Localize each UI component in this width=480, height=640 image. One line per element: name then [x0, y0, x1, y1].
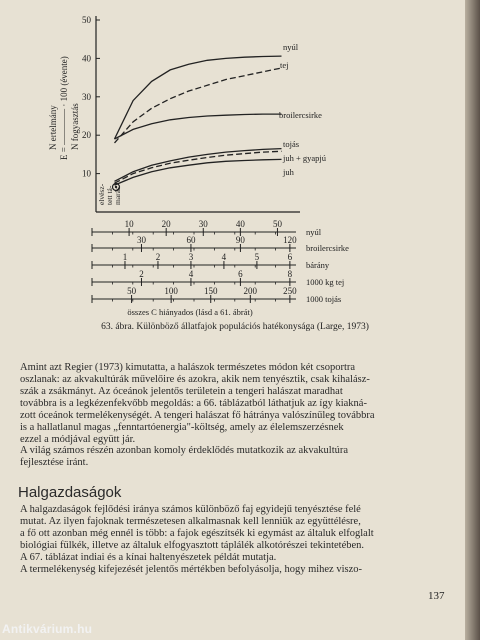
scale-tick-label: 90 — [235, 235, 245, 245]
paragraph3-line: mutat. Az ilyen fajoknak természetesen alkalmasnak kell lenniük az együttélésre, — [20, 516, 361, 527]
scale-tick-label: 8 — [287, 269, 293, 279]
inset-label: elvész-tett tá-marás — [97, 183, 122, 205]
paragraph1-line: Amint azt Regier (1973) kimutatta, a halászok természetes módon két csoportra — [20, 362, 356, 373]
paragraph1-line: továbbra is a legkézenfekvőbb megoldás: a 66. táblázatból láthatjuk az így kiakná- — [20, 398, 367, 409]
section-heading: Halgazdaságok — [18, 484, 122, 501]
chart-series — [113, 42, 327, 191]
scale-tick-label: 4 — [188, 269, 194, 279]
page-number: 137 — [428, 590, 445, 602]
watermark-logo: Antikvárium.hu — [2, 622, 93, 636]
scale-tick-label: 250 — [283, 286, 297, 296]
paragraph3-line: A 67. táblázat indiai és a kínai haltenyészetek példát mutatja. — [20, 552, 277, 563]
series-label: nyúl — [283, 42, 299, 52]
scale-tick-label: 6 — [287, 252, 293, 262]
scale-tick-label: 20 — [161, 219, 171, 229]
paragraph1-line: zott óceánok termelékenységét. A tengeri halászat fő hátránya valószínűleg továbbra — [20, 410, 375, 421]
scale-tick-label: 30 — [198, 219, 208, 229]
series-label: broilercsirke — [279, 110, 322, 120]
series-label: juh — [283, 167, 294, 177]
series-line-tej — [115, 68, 282, 143]
scale-tick-label: 6 — [238, 269, 243, 279]
paragraph-regier — [20, 362, 452, 446]
paragraph2-line: A világ számos részén azonban komoly érdeklődés mutatkozik az akvakultúra — [20, 445, 349, 456]
scale-tick-label: 40 — [235, 219, 245, 229]
scale-tick-label: 200 — [243, 286, 258, 296]
series-label: tej — [280, 60, 289, 70]
series-label: tojás — [283, 139, 300, 149]
paragraph-aquaculture-interest — [20, 445, 452, 469]
scale-tick-label: 50 — [127, 286, 137, 296]
paragraph-fish-farms — [20, 504, 452, 576]
scale-tick-label: 3 — [188, 252, 194, 262]
paragraph1-line: ezzel a módjával együtt jár. — [20, 434, 136, 445]
y-tick-label: 40 — [82, 53, 91, 64]
paragraph3-line: A termelékenység kifejezését jelentős mértékben befolyásolja, hogy mihez viszo- — [20, 564, 363, 575]
paragraph1-line: is a hallatlanul magas „fenntartóenergia"-költség, amely az élelemszerzésnek — [20, 422, 344, 433]
scale-tick-label: 2 — [155, 252, 161, 262]
scale-label: nyúl — [306, 227, 322, 237]
series-line-broilercsirke — [115, 114, 282, 139]
scale-tick-label: 4 — [221, 252, 227, 262]
scale-tick-label: 60 — [186, 235, 196, 245]
series-label: juh + gyapjú — [283, 153, 327, 163]
figure-caption: 63. ábra. Különböző állatfajok populációs hatékonysága (Large, 1973) — [101, 322, 369, 332]
scale-tick-label: 10 — [124, 219, 134, 229]
scale-label: 1000 tojás — [306, 294, 342, 304]
book-spine-shadow — [465, 0, 480, 640]
scale-tick-label: 30 — [136, 235, 146, 245]
paragraph3-line: biológiai fülkék, illetve az általuk elfogyasztott táplálék alkotórészei tekintetében. — [20, 540, 365, 551]
population-efficiency-chart — [0, 0, 465, 320]
chart-labels — [48, 56, 253, 317]
scale-tick-label: 5 — [254, 252, 260, 262]
y-tick-label: 10 — [82, 168, 91, 179]
series-line-ny-l — [115, 56, 282, 139]
y-tick-label: 30 — [82, 91, 91, 102]
chart-x-scales — [92, 219, 349, 304]
x-axis-caption: összes C hiányados (lásd a 61. ábrát) — [127, 307, 253, 317]
paragraph3-line: A halgazdaságok fejlődési iránya számos különböző faj egyidejű tenyésztése felé — [20, 504, 361, 515]
y-tick-label: 50 — [82, 15, 91, 25]
scale-tick-label: 2 — [139, 269, 144, 279]
scale-tick-label: 150 — [203, 286, 218, 296]
scale-label: broilercsirke — [306, 243, 349, 253]
scale-tick-label: 120 — [283, 235, 297, 245]
paragraph1-line: oszlanak: az akvakultúrák művelőire és azokra, akik nem tenyésztik, csak kihalász- — [20, 374, 370, 385]
series-line-toj-s — [115, 149, 282, 182]
y-axis-label: N ertelmányE = ———— · 100 (évente)N fogyasztás — [48, 56, 80, 160]
scale-tick-label: 1 — [122, 252, 128, 262]
paragraph2-line: fejlesztése iránt. — [20, 457, 89, 468]
scale-tick-label: 100 — [164, 286, 178, 296]
y-tick-label: 20 — [82, 130, 91, 141]
scale-tick-label: 50 — [272, 219, 282, 229]
paragraph1-line: szák a zsákmányt. Az óceánok jelentős területein a tengeri halászat maradhat — [20, 386, 343, 397]
scale-label: bárány — [306, 260, 330, 270]
scale-label: 1000 kg tej — [306, 277, 345, 287]
paragraph3-line: a fő ott azonban még ennél is több: a fajok egészítsék ki egymást az általuk elfoglalt — [20, 528, 374, 539]
